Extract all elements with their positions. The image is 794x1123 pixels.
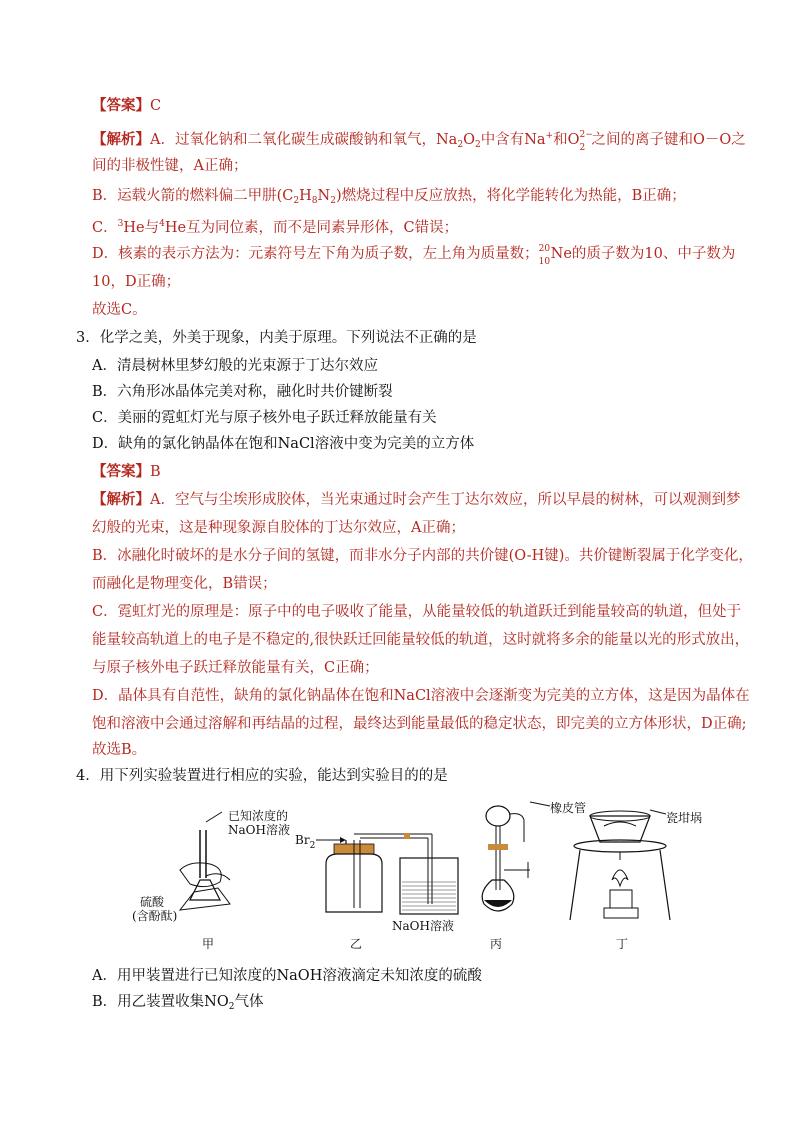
apparatus-figure (110, 800, 710, 960)
ding-caption: 丁 (616, 937, 629, 951)
q3-analysis-line8: D．晶体具有自范性，缺角的氯化钠晶体在饱和NaCl溶液中会逐渐变为完美的立方体，这是因为晶体在 (92, 688, 750, 704)
jia-label-3: 硫酸 (140, 895, 165, 909)
q3-analysis-line6: 能量较高轨道上的电子是不稳定的,很快跃迁回能量较低的轨道，这时就将多余的能量以光的形式放出， (92, 632, 750, 648)
text: 【答案】 (92, 463, 150, 480)
text: 和 (553, 132, 568, 148)
answer-tag: 【答案】 (92, 97, 150, 114)
bing-caption: 丙 (490, 937, 503, 951)
apparatus-ding (570, 810, 702, 951)
apparatus-yi (295, 833, 458, 951)
q3-option-c: C．美丽的霓虹灯光与原子核外电子跃迁释放能量有关 (92, 410, 437, 426)
text: )燃烧过程中反应放热，将化学能转化为热能，B正确； (335, 188, 686, 204)
text: 20 (538, 244, 551, 254)
text: + (545, 131, 554, 141)
q3-analysis-line9: 饱和溶液中会通过溶解和再结晶的过程，最终达到能量最低的稳定状态，即完美的立方体形状，D正确; (92, 716, 747, 732)
text: He互为同位素，而不是同素异形体，C错误； (164, 220, 459, 236)
nuclide-script (538, 244, 551, 267)
text: 2 (474, 140, 481, 150)
text: 气体 (234, 994, 264, 1010)
bing-label: 橡皮管 (550, 801, 587, 815)
q2-analysis-c (92, 214, 458, 238)
q3-analysis-line1 (92, 490, 740, 510)
text: 3 (117, 219, 124, 229)
q3-analysis-line7: 与原子核外电子跃迁释放能量有关，C正确； (92, 660, 379, 676)
q3-answer (92, 462, 161, 482)
q2-analysis-d-line1 (92, 244, 736, 267)
q3-conclusion: 故选B。 (92, 742, 147, 758)
text: N (317, 188, 331, 204)
text: 2 (228, 1002, 235, 1012)
q4-stem: 4．用下列实验装置进行相应的实验，能达到实验目的的是 (76, 768, 448, 784)
q3-stem: 3．化学之美，外美于现象，内美于原理。下列说法不正确的是 (76, 330, 477, 346)
ion-script (579, 130, 593, 153)
text: Na (435, 132, 458, 148)
text: D．核素的表示方法为：元素符号左下角为质子数，左上角为质量数； (92, 246, 539, 262)
analysis-tag: 【解析】 (92, 131, 150, 148)
text: C． (92, 220, 118, 236)
text: Na (524, 132, 546, 148)
yi-caption: 乙 (350, 937, 363, 951)
text: Ne的质子数为10、中子数为 (550, 246, 736, 262)
q3-analysis-line4: 而融化是物理变化，B错误； (92, 576, 277, 592)
apparatus-bing (482, 800, 586, 951)
text: B (150, 464, 161, 480)
jia-label-2: NaOH溶液 (228, 823, 290, 837)
q2-analysis-a-line1 (92, 126, 746, 155)
text: 之间的离子键和O－O之 (591, 132, 746, 148)
text: A．空气与尘埃形成胶体，当光束通过时会产生丁达尔效应，所以早晨的树林，可以观测到梦 (150, 492, 741, 508)
q4-option-a: A．用甲装置进行已知浓度的NaOH溶液滴定未知浓度的硫酸 (92, 968, 482, 984)
jia-label-4: (含酚酞) (132, 909, 178, 923)
jia-caption: 甲 (202, 937, 215, 951)
text: 8 (311, 196, 318, 206)
text: 【解析】 (92, 491, 150, 508)
q2-conclusion: 故选C。 (92, 302, 147, 318)
yi-br-label: $Br_2$ (295, 833, 316, 851)
q2-analysis-b (92, 186, 686, 211)
text: 2− (579, 130, 593, 140)
q2-answer (92, 96, 161, 116)
text: 2 (457, 140, 464, 150)
text: H (299, 188, 312, 204)
q2-analysis-a-line2: 间的非极性键，A正确； (92, 158, 248, 174)
q3-option-a: A．清晨树林里梦幻般的光束源于丁达尔效应 (92, 358, 378, 374)
ding-label: 瓷坩埚 (666, 811, 703, 825)
q3-analysis-line3: B．冰融化时破坏的是水分子间的氢键，而非水分子内部的共价键(O-H键)。共价键断裂属于化学变化， (92, 548, 753, 564)
text: 10 (538, 257, 551, 267)
yi-naoh-label: NaOH溶液 (392, 919, 454, 933)
q3-option-d: D．缺角的氯化钠晶体在饱和NaCl溶液中变为完美的立方体 (92, 436, 475, 452)
text: 2 (330, 196, 336, 206)
text: 2 (579, 143, 586, 153)
text: 4 (159, 219, 165, 229)
apparatus-jia (132, 808, 290, 951)
q3-analysis-line5: C．霓虹灯光的原理是：原子中的电子吸收了能量，从能量较低的轨道跃迁到能量较高的轨道，但处于 (92, 604, 742, 620)
text: 中含有 (480, 132, 525, 148)
text: 2 (293, 196, 300, 206)
text: O (567, 132, 580, 148)
jia-label-1: 已知浓度的 (228, 809, 289, 823)
text: O (463, 132, 475, 148)
q2-analysis-d-line2: 10，D正确； (92, 274, 181, 290)
q3-analysis-line2: 幻般的光束，这是种现象源自胶体的丁达尔效应，A正确； (92, 520, 465, 536)
q3-option-b: B．六角形冰晶体完美对称，融化时共价键断裂 (92, 384, 393, 400)
text: A．过氧化钠和二氧化碳生成碳酸钠和氧气， (150, 132, 436, 148)
text: B．用乙装置收集NO (92, 994, 229, 1010)
text: He与 (123, 220, 160, 236)
answer-value: C (150, 98, 162, 114)
q4-option-b (92, 992, 263, 1017)
text: B．运载火箭的燃料偏二甲肼(C (92, 188, 294, 204)
